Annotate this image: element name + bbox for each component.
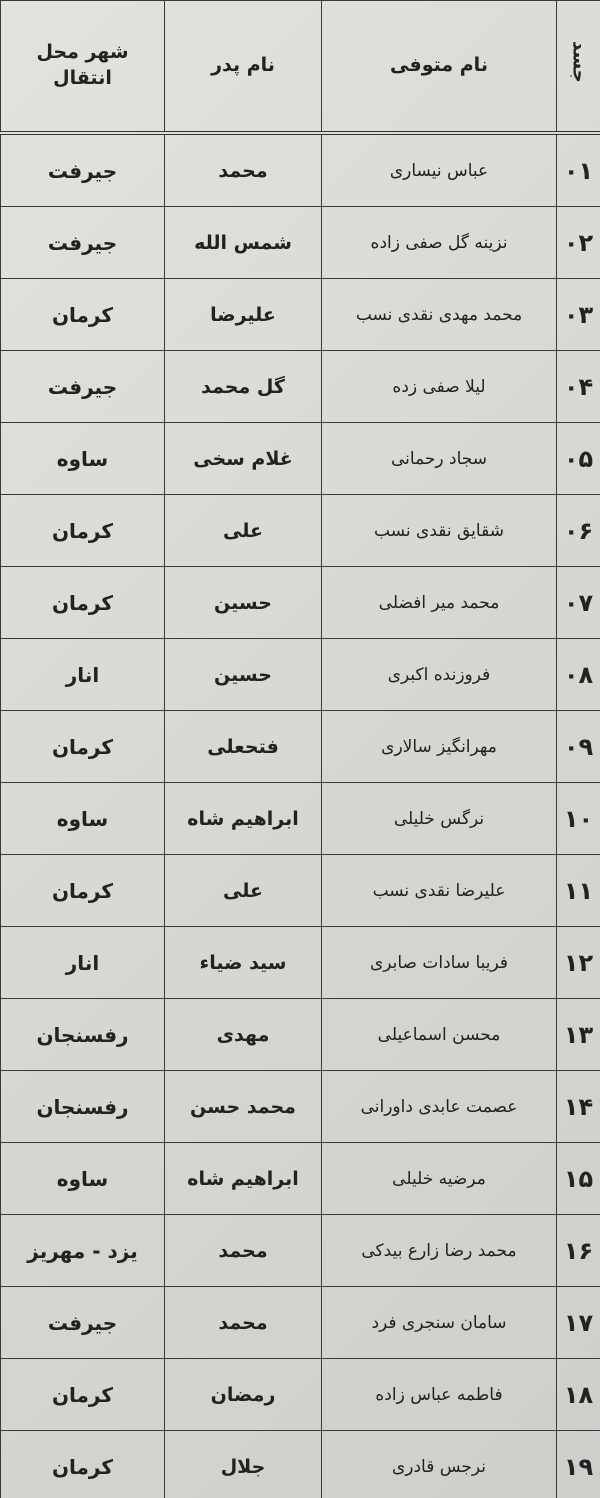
header-number-label: جسد xyxy=(568,41,590,84)
header-city-line2: انتقال xyxy=(53,67,112,89)
table-row xyxy=(1,783,600,855)
row-number: ۱۰ xyxy=(557,783,600,855)
row-number: ۰۳ xyxy=(557,279,600,351)
row-number: ۰۴ xyxy=(557,351,600,423)
father-name: ابراهیم شاه xyxy=(165,783,322,855)
header-deceased-name: نام متوفی xyxy=(322,1,557,134)
father-name: فتحعلی xyxy=(165,711,322,783)
table-row xyxy=(1,1359,600,1431)
father-name: محمد xyxy=(165,1215,322,1287)
deceased-name: لیلا صفی زده xyxy=(322,351,557,423)
deceased-name: نرگس خلیلی xyxy=(322,783,557,855)
transfer-city: ساوه xyxy=(1,783,165,855)
father-name: علی xyxy=(165,855,322,927)
father-name: شمس الله xyxy=(165,207,322,279)
deceased-name: شقایق نقدی نسب xyxy=(322,495,557,567)
table-row xyxy=(1,927,600,999)
transfer-city: رفسنجان xyxy=(1,999,165,1071)
deceased-name: نرجس قادری xyxy=(322,1431,557,1498)
header-father-name: نام پدر xyxy=(165,1,322,134)
row-number: ۱۲ xyxy=(557,927,600,999)
header-number xyxy=(557,1,600,134)
table-row xyxy=(1,1215,600,1287)
father-name: محمد xyxy=(165,133,322,207)
deceased-name: محمد مهدی نقدی نسب xyxy=(322,279,557,351)
transfer-city: ساوه xyxy=(1,1143,165,1215)
table-row xyxy=(1,711,600,783)
table-row xyxy=(1,999,600,1071)
deceased-name: سامان سنجری فرد xyxy=(322,1287,557,1359)
table-row xyxy=(1,1143,600,1215)
father-name: حسین xyxy=(165,567,322,639)
table-row xyxy=(1,567,600,639)
father-name: علیرضا xyxy=(165,279,322,351)
transfer-city: کرمان xyxy=(1,495,165,567)
transfer-city: ساوه xyxy=(1,423,165,495)
deceased-name: مهرانگیز سالاری xyxy=(322,711,557,783)
transfer-city: کرمان xyxy=(1,1431,165,1498)
table-row xyxy=(1,639,600,711)
row-number: ۱۴ xyxy=(557,1071,600,1143)
transfer-city: جیرفت xyxy=(1,351,165,423)
father-name: سید ضیاء xyxy=(165,927,322,999)
transfer-city: انار xyxy=(1,927,165,999)
table-row xyxy=(1,423,600,495)
row-number: ۱۹ xyxy=(557,1431,600,1498)
father-name: رمضان xyxy=(165,1359,322,1431)
table-row xyxy=(1,279,600,351)
father-name: مهدی xyxy=(165,999,322,1071)
transfer-city: کرمان xyxy=(1,1359,165,1431)
table-row xyxy=(1,133,600,207)
transfer-city: کرمان xyxy=(1,279,165,351)
transfer-city: یزد - مهریز xyxy=(1,1215,165,1287)
transfer-city: کرمان xyxy=(1,567,165,639)
transfer-city: کرمان xyxy=(1,711,165,783)
table-row xyxy=(1,1431,600,1498)
deceased-name: فاطمه عباس زاده xyxy=(322,1359,557,1431)
father-name: ابراهیم شاه xyxy=(165,1143,322,1215)
father-name: علی xyxy=(165,495,322,567)
transfer-city: کرمان xyxy=(1,855,165,927)
deceased-name: سجاد رحمانی xyxy=(322,423,557,495)
deceased-name: مرضیه خلیلی xyxy=(322,1143,557,1215)
deceased-name: محمد رضا زارع بیدکی xyxy=(322,1215,557,1287)
transfer-city: رفسنجان xyxy=(1,1071,165,1143)
transfer-city: انار xyxy=(1,639,165,711)
row-number: ۱۱ xyxy=(557,855,600,927)
father-name: جلال xyxy=(165,1431,322,1498)
table-row xyxy=(1,351,600,423)
deceased-name: فریبا سادات صابری xyxy=(322,927,557,999)
father-name: گل محمد xyxy=(165,351,322,423)
deceased-name: علیرضا نقدی نسب xyxy=(322,855,557,927)
row-number: ۱۳ xyxy=(557,999,600,1071)
row-number: ۰۵ xyxy=(557,423,600,495)
row-number: ۰۷ xyxy=(557,567,600,639)
row-number: ۰۶ xyxy=(557,495,600,567)
deceased-name: عباس نیساری xyxy=(322,133,557,207)
deceased-name: عصمت عابدی داورانی xyxy=(322,1071,557,1143)
deceased-name: محمد میر افضلی xyxy=(322,567,557,639)
deceased-name: فروزنده اکبری xyxy=(322,639,557,711)
table-header-row xyxy=(1,1,600,134)
table-row xyxy=(1,855,600,927)
father-name: غلام سخی xyxy=(165,423,322,495)
transfer-city: جیرفت xyxy=(1,207,165,279)
row-number: ۱۸ xyxy=(557,1359,600,1431)
table-row xyxy=(1,1071,600,1143)
father-name: حسین xyxy=(165,639,322,711)
table-row xyxy=(1,207,600,279)
row-number: ۱۶ xyxy=(557,1215,600,1287)
table-row xyxy=(1,1287,600,1359)
row-number: ۰۸ xyxy=(557,639,600,711)
deceased-name: نزینه گل صفی زاده xyxy=(322,207,557,279)
row-number: ۰۱ xyxy=(557,133,600,207)
transfer-city: جیرفت xyxy=(1,1287,165,1359)
header-city xyxy=(1,1,165,134)
father-name: محمد حسن xyxy=(165,1071,322,1143)
row-number: ۰۲ xyxy=(557,207,600,279)
father-name: محمد xyxy=(165,1287,322,1359)
row-number: ۱۷ xyxy=(557,1287,600,1359)
header-city-line1: شهر محل xyxy=(36,41,129,64)
table-body xyxy=(1,133,600,1498)
transfer-city: جیرفت xyxy=(1,133,165,207)
row-number: ۱۵ xyxy=(557,1143,600,1215)
table-row xyxy=(1,495,600,567)
row-number: ۰۹ xyxy=(557,711,600,783)
deceased-name: محسن اسماعیلی xyxy=(322,999,557,1071)
